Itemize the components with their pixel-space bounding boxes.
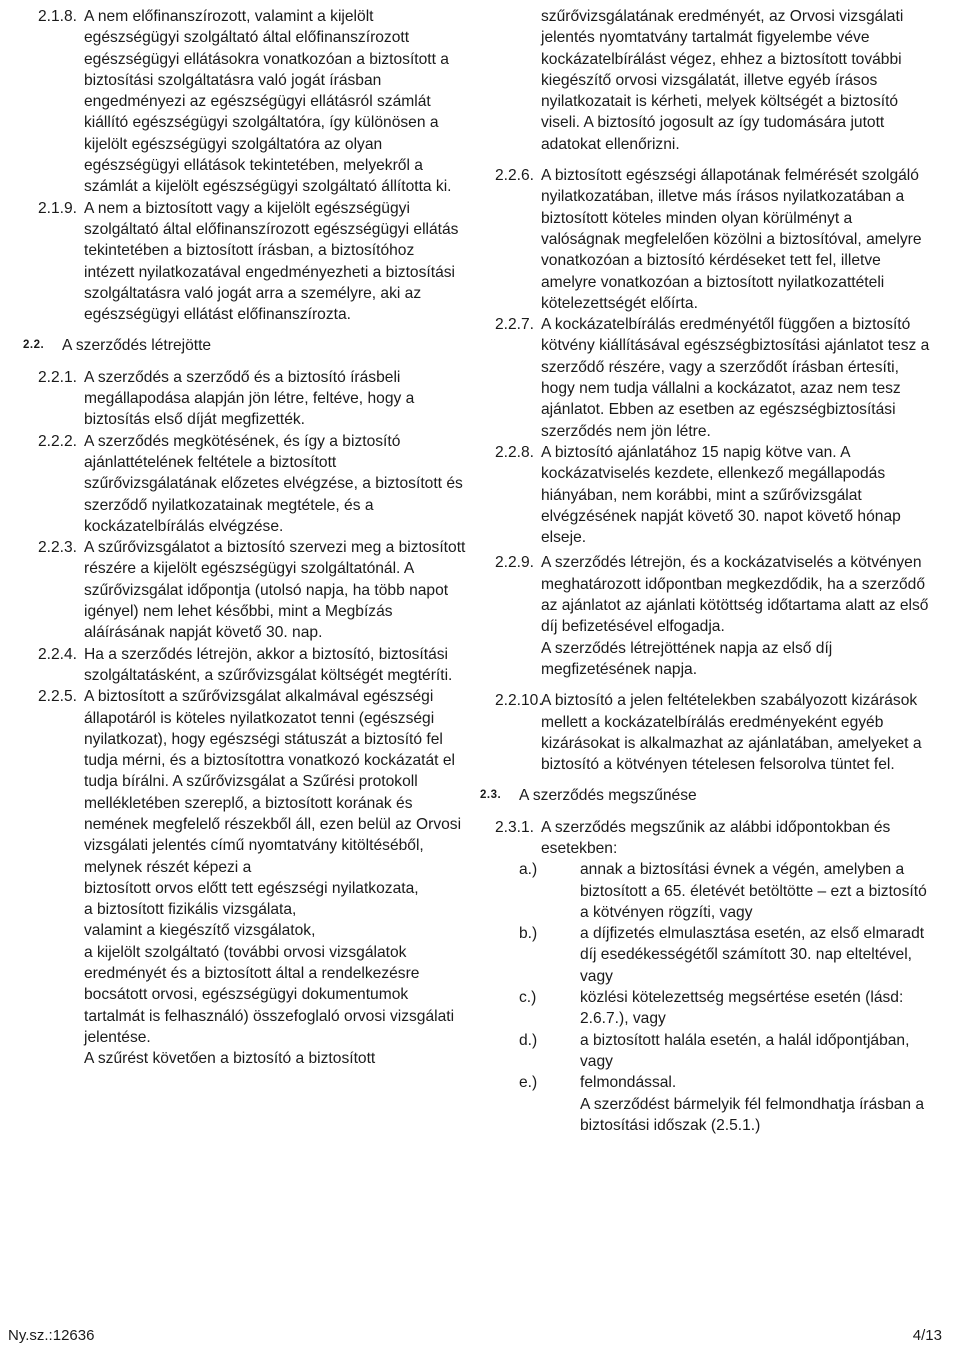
clause-text: A szerződés megkötésének, és így a biztosító ajánlattételének feltétele a biztosított szűrővizsgálatának előzetes elvégzése, a biztosított és szerződő nyilatkozatainak megtétele, és a kockázatelbírálás elvégzése. [84, 432, 463, 535]
clause-text-line: a kijelölt szolgáltató (további orvosi vizsgálatok eredményét és a biztosított által a rendelkezésre bocsátott orvosi, egészségügyi dokumentumok tartalmát is felhasználó) összefoglaló orvosi vizsgálati jelentése. [84, 943, 455, 1046]
list-text: felmondással. [580, 1074, 677, 1092]
clause-2-2-6 [495, 165, 935, 314]
clause-number: 2.3.1. [495, 818, 535, 836]
clause-text: A biztosított a szűrővizsgálat alkalmával egészségi állapotáról is köteles nyilatkozatot tenni (egészségi nyilatkozat), hogy egészségi státuszát a biztosító fel tudja mérni, és a biztosítottra vonatkozó kockázatát el tudja bírálni. A szűrővizsgálat a Szűrési protokoll mellékletében szereplő, a biztosított korának és nemének megfelelő részekből áll, ezen belül az Orvosi vizsgálati jelentés című nyomtatvány kitöltéséből, melynek részét képezi a [84, 688, 462, 876]
clause-2-2-4 [38, 644, 468, 687]
clause-2-3-1 [495, 817, 935, 860]
clause-number: 2.1.9. [38, 199, 78, 217]
clause-text: A nem a biztosított vagy a kijelölt egészségügyi szolgáltató által előfinanszírozott egészségügyi ellátás tekintetében a biztosított írásban, a biztosítóhoz intézett nyilatkozatával engedményezheti a biztosítási szolgáltatásra való jogát arra a személyre, aki az egészségügyi ellátást előfinanszírozta. [84, 199, 459, 324]
list-item [495, 859, 935, 923]
clause-text: A nem előfinanszírozott, valamint a kijelölt egészségügyi szolgáltató által előfinanszírozott egészségügyi ellátásokra vonatkozóan a biztosított a biztosítási szolgáltatásra való jogát írásban engedményezi az egészségügyi ellátásról számlát kiállító egészségügyi szolgáltatóra, így különösen a kijelölt egészségügyi szolgáltatóra az olyan egészségügyi ellátások tekintetében, melyekről a számlát a kijelölt egészségügyi szolgáltató állította ki. [84, 8, 452, 196]
clause-2-1-8 [38, 6, 468, 198]
clause-number: 2.1.8. [38, 8, 78, 25]
clause-number: 2.2.9. [495, 554, 535, 572]
list-text: közlési kötelezettség megsértése esetén (lásd: 2.6.7.), vagy [580, 989, 904, 1028]
list-label: c.) [519, 989, 537, 1007]
clause-number: 2.2.5. [38, 688, 78, 706]
list-label: d.) [519, 1031, 538, 1049]
list-text: annak a biztosítási évnek a végén, amelyben a biztosított a 65. életévét betöltötte – ezt a biztosító a kötvényen rögzíti, vagy [580, 861, 927, 921]
list-item [495, 1072, 935, 1093]
clause-text: A szerződés megszűnik az alábbi időpontokban és esetekben: [541, 818, 891, 857]
list-item [495, 1030, 935, 1073]
clause-number: 2.2.3. [38, 539, 78, 557]
section-number: 2.3. [480, 789, 502, 802]
clause-2-2-9 [495, 552, 935, 680]
list-label: e.) [519, 1074, 538, 1092]
clause-number: 2.2.2. [38, 432, 78, 450]
clause-text-line: A szerződés létrejöttének napja az első díj megfizetésének napja. [541, 639, 833, 678]
list-item [495, 987, 935, 1030]
clause-text-line: A szűrést követően a biztosító a biztosított [84, 1050, 376, 1068]
section-title: A szerződés létrejötte [62, 337, 212, 355]
section-number: 2.2. [23, 339, 45, 352]
clause-2-2-2 [38, 431, 468, 537]
right-column [480, 6, 935, 1136]
clause-text: A kockázatelbírálás eredményétől függően a biztosító kötvény kiállításával egészségbiztosítási ajánlatot tesz a szerződő részére, vagy a szerződőt írásban értesíti, hogy nem tudja vállalni a kockázatot, azaz nem tesz ajánlatot. Ebben az esetben az egészségbiztosítási szerződés nem jön létre. [541, 316, 930, 440]
clause-text-line: valamint a kiegészítő vizsgálatok, [84, 922, 316, 940]
clause-2-2-1 [38, 367, 468, 431]
clause-number: 2.2.1. [38, 368, 78, 386]
section-2-2-heading [23, 335, 468, 356]
list-text: a díjfizetés elmulasztása esetén, az első elmaradt díj esedékességétől számított 30. nap elteltével, vagy [580, 925, 925, 985]
clause-number: 2.2.6. [495, 167, 535, 185]
list-text: a biztosított halála esetén, a halál időpontjában, vagy [580, 1031, 910, 1070]
clause-text-line: biztosított orvos előtt tett egészségi nyilatkozata, [84, 879, 419, 897]
clause-continuation [495, 6, 935, 155]
clause-text: A szerződés a szerződő és a biztosító írásbeli megállapodása alapján jön létre, feltéve, hogy a biztosítás első díját megfizették. [84, 368, 415, 429]
clause-2-2-10 [495, 690, 935, 775]
clause-text: A szerződés létrejön, és a kockázatviselés a kötvényen meghatározott időpontban megkezdődik, ha a szerződő az ajánlatot az ajánlati kötöttség időtartama alatt az első díj befizetésével elfogadja. [541, 554, 929, 636]
clause-final-text [495, 1094, 935, 1137]
clause-number: 2.2.10. [495, 692, 543, 710]
left-column [23, 6, 468, 1070]
clause-text: A biztosító a jelen feltételekben szabályozott kizárások mellett a kockázatelbírálás eredményeként egyéb kizárásokat is alkalmazhat az ajánlatában, amelyeket a biztosító a kötvényen tételesen felsorolva tüntet fel. [541, 692, 922, 774]
clause-text: A biztosított egészségi állapotának felmérését szolgáló nyilatkozatában, illetve más írásos nyilatkozatában a biztosított köteles minden olyan körülményt a valóságnak megfelelően közölni a biztosítóval, amelyre vonatkozóan a biztosító kérdéseket tett fel, illetve amelyre vonatkozóan a biztosított nyilatkozattételi kötelezettségét előírta. [541, 167, 922, 312]
clause-2-1-9 [38, 198, 468, 326]
clause-text-line: a biztosított fizikális vizsgálata, [84, 901, 297, 919]
list-label: a.) [519, 861, 538, 879]
clause-2-2-3 [38, 537, 468, 643]
clause-text: A szűrővizsgálatot a biztosító szervezi meg a biztosított részére a kijelölt egészségügyi szolgáltatónál. A szűrővizsgálat időpontja (utolsó napja, ha több napot igényel) nem lehet későbbi, mint a Megbízás aláírásának napját követő 30. nap. [84, 539, 466, 642]
clause-text: A szerződést bármelyik fél felmondhatja írásban a biztosítási időszak (2.5.1.) [580, 1095, 925, 1134]
clause-number: 2.2.8. [495, 443, 535, 461]
clause-2-2-7 [495, 314, 935, 442]
list-label: b.) [519, 925, 538, 943]
section-2-3-heading [480, 785, 935, 806]
clause-text: A biztosító ajánlatához 15 napig kötve van. A kockázatviselés kezdete, ellenkező megállapodás hiányában, nem korábbi, mint a szűrővizsgálat elvégzésének napját követő 30. napot követő hónap elseje. [541, 443, 901, 547]
footer-document-id: Ny.sz.:12636 [8, 1327, 95, 1344]
clause-number: 2.2.7. [495, 316, 535, 334]
list-item [495, 923, 935, 987]
footer-page-number: 4/13 [912, 1327, 942, 1344]
clause-2-2-8 [495, 442, 935, 548]
clause-number: 2.2.4. [38, 645, 78, 663]
section-title: A szerződés megszűnése [519, 787, 697, 805]
clause-text: szűrővizsgálatának eredményét, az Orvosi vizsgálati jelentés nyomtatvány tartalmát figyelembe véve kockázatelbírálást végez, ehhez a biztosított további kiegészítő orvosi vizsgálatát, illetve egyéb írásos nyilatkozatait is kérheti, melyek költségét a biztosító viseli. A biztosító jogosult az így tudomására jutott adatokat ellenőrizni. [541, 8, 904, 153]
clause-text: Ha a szerződés létrejön, akkor a biztosító, biztosítási szolgáltatásként, a szűrővizsgálat költségét megtéríti. [84, 645, 453, 684]
clause-2-2-5 [38, 686, 468, 1069]
